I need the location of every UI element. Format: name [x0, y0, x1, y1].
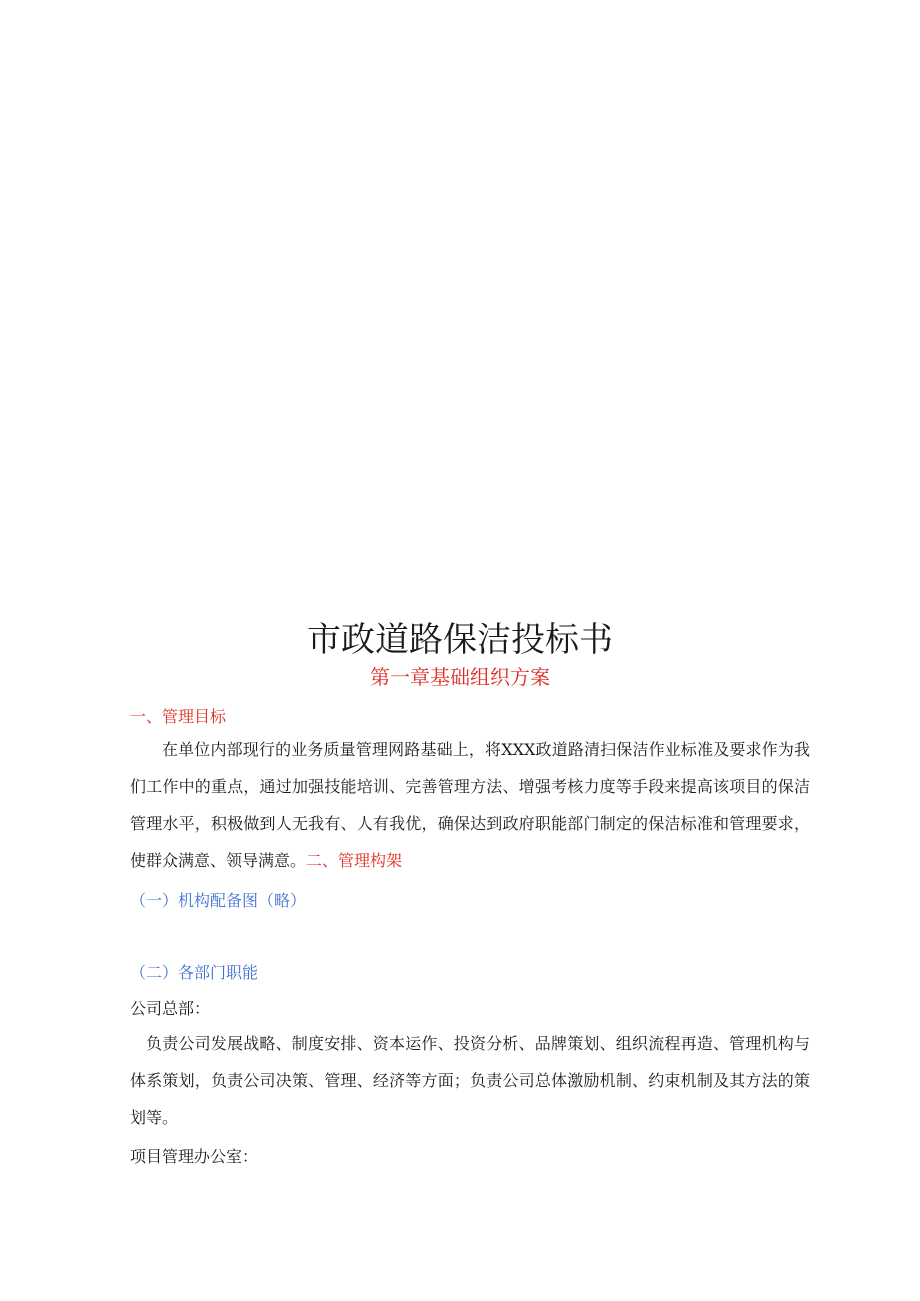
subsection-heading-org-chart: （一）机构配备图（略） [130, 891, 307, 910]
subsection-heading-dept-functions: （二）各部门职能 [130, 963, 259, 982]
document-title: 市政道路保洁投标书 [307, 620, 613, 660]
dept-body-headquarters: 负责公司发展战略、制度安排、资本运作、投资分析、品牌策划、组织流程再造、管理机构与体系策划，负责公司决策、管理、经济等方面；负责公司总体激励机制、约束机制及其方法的策划等。 [130, 1034, 810, 1127]
dept-label-headquarters: 公司总部： [130, 999, 211, 1018]
section-heading-management-structure: 二、管理构架 [306, 851, 403, 870]
section-body-management-goal [130, 731, 810, 879]
dept-label-project-office: 项目管理办公室： [130, 1147, 259, 1166]
chapter-title: 第一章基础组织方案 [370, 665, 550, 689]
management-goal-text: 在单位内部现行的业务质量管理网路基础上，将XXX政道路清扫保洁作业标准及要求作为我们工作中的重点，通过加强技能培训、完善管理方法、增强考核力度等手段来提高该项目的保洁管理水平，积极做到人无我有、人有我优，确保达到政府职能部门制定的保洁标准和管理要求，使群众满意、领导满意。 [130, 740, 810, 870]
section-heading-management-goal: 一、管理目标 [130, 707, 227, 726]
